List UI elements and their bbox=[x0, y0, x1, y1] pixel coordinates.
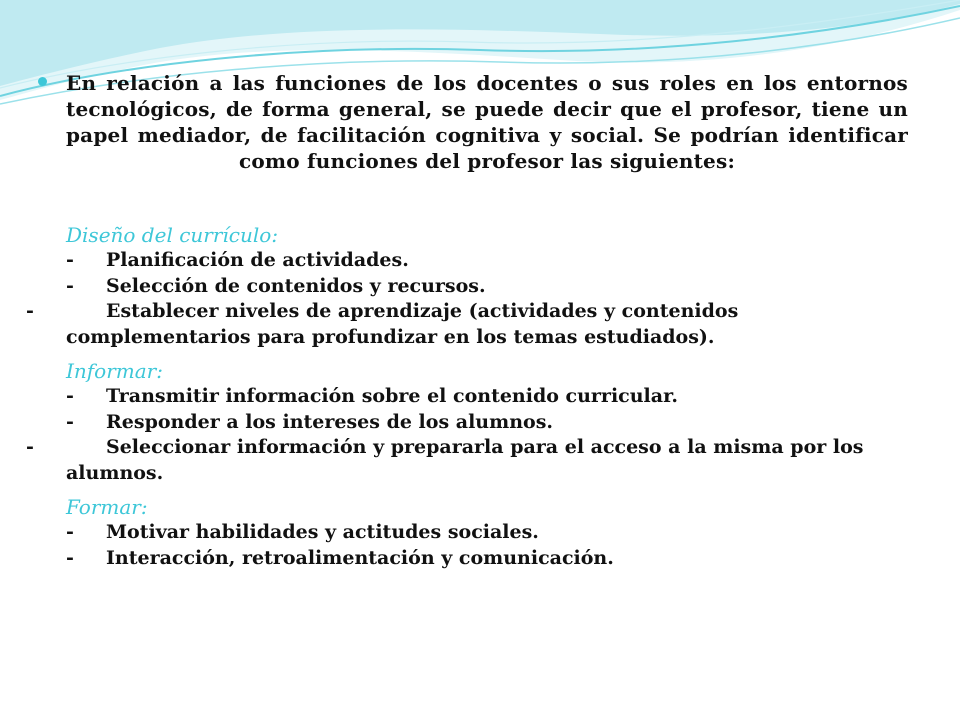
list-item bbox=[26, 299, 908, 350]
dash-marker: - bbox=[66, 274, 74, 297]
dash-marker: - bbox=[66, 521, 74, 543]
list-item-text: Planificación de actividades. bbox=[106, 249, 409, 271]
list-item bbox=[66, 410, 908, 436]
list-item-text: Seleccionar información y prepararla para el acceso a la misma por los alumnos. bbox=[66, 436, 864, 484]
list-item bbox=[66, 248, 908, 274]
list-item bbox=[66, 384, 908, 410]
list-item bbox=[26, 435, 908, 486]
list-item bbox=[66, 520, 908, 546]
section-diseno bbox=[26, 222, 908, 350]
dash-marker: - bbox=[66, 249, 74, 271]
dash-marker: - bbox=[26, 436, 34, 458]
spacer bbox=[66, 174, 908, 222]
slide-content bbox=[26, 70, 908, 571]
list-item bbox=[66, 546, 908, 572]
dash-marker: - bbox=[66, 410, 74, 433]
spacer bbox=[66, 350, 908, 358]
dash-marker: - bbox=[66, 385, 74, 407]
list-item-text: Transmitir información sobre el contenido curricular. bbox=[106, 385, 678, 407]
list-item-text: Responder a los intereses de los alumnos. bbox=[106, 410, 554, 433]
section-informar bbox=[26, 358, 908, 486]
bullet-icon bbox=[38, 77, 47, 86]
list-item bbox=[66, 274, 908, 300]
section-heading: Diseño del currículo: bbox=[66, 223, 279, 247]
intro-paragraph: En relación a las funciones de los docentes o sus roles en los entornos tecnológicos, de forma general, se puede decir que el profesor, tiene un papel mediador, de facilitación cognitiva y social. Se podrían identificar como funciones del profesor las siguientes: bbox=[66, 71, 908, 173]
spacer bbox=[66, 486, 908, 494]
section-heading: Informar: bbox=[66, 359, 163, 383]
dash-marker: - bbox=[26, 300, 34, 322]
list-item-text: Establecer niveles de aprendizaje (actividades y contenidos complementarios para profundizar en los temas estudiados). bbox=[66, 300, 739, 348]
list-item-text: Motivar habilidades y actitudes sociales. bbox=[106, 521, 539, 543]
list-item-text: Selección de contenidos y recursos. bbox=[106, 274, 486, 297]
section-formar bbox=[66, 494, 908, 571]
list-item-text: Interacción, retroalimentación y comunicación. bbox=[106, 546, 614, 569]
dash-marker: - bbox=[66, 546, 74, 569]
section-heading: Formar: bbox=[66, 495, 148, 519]
